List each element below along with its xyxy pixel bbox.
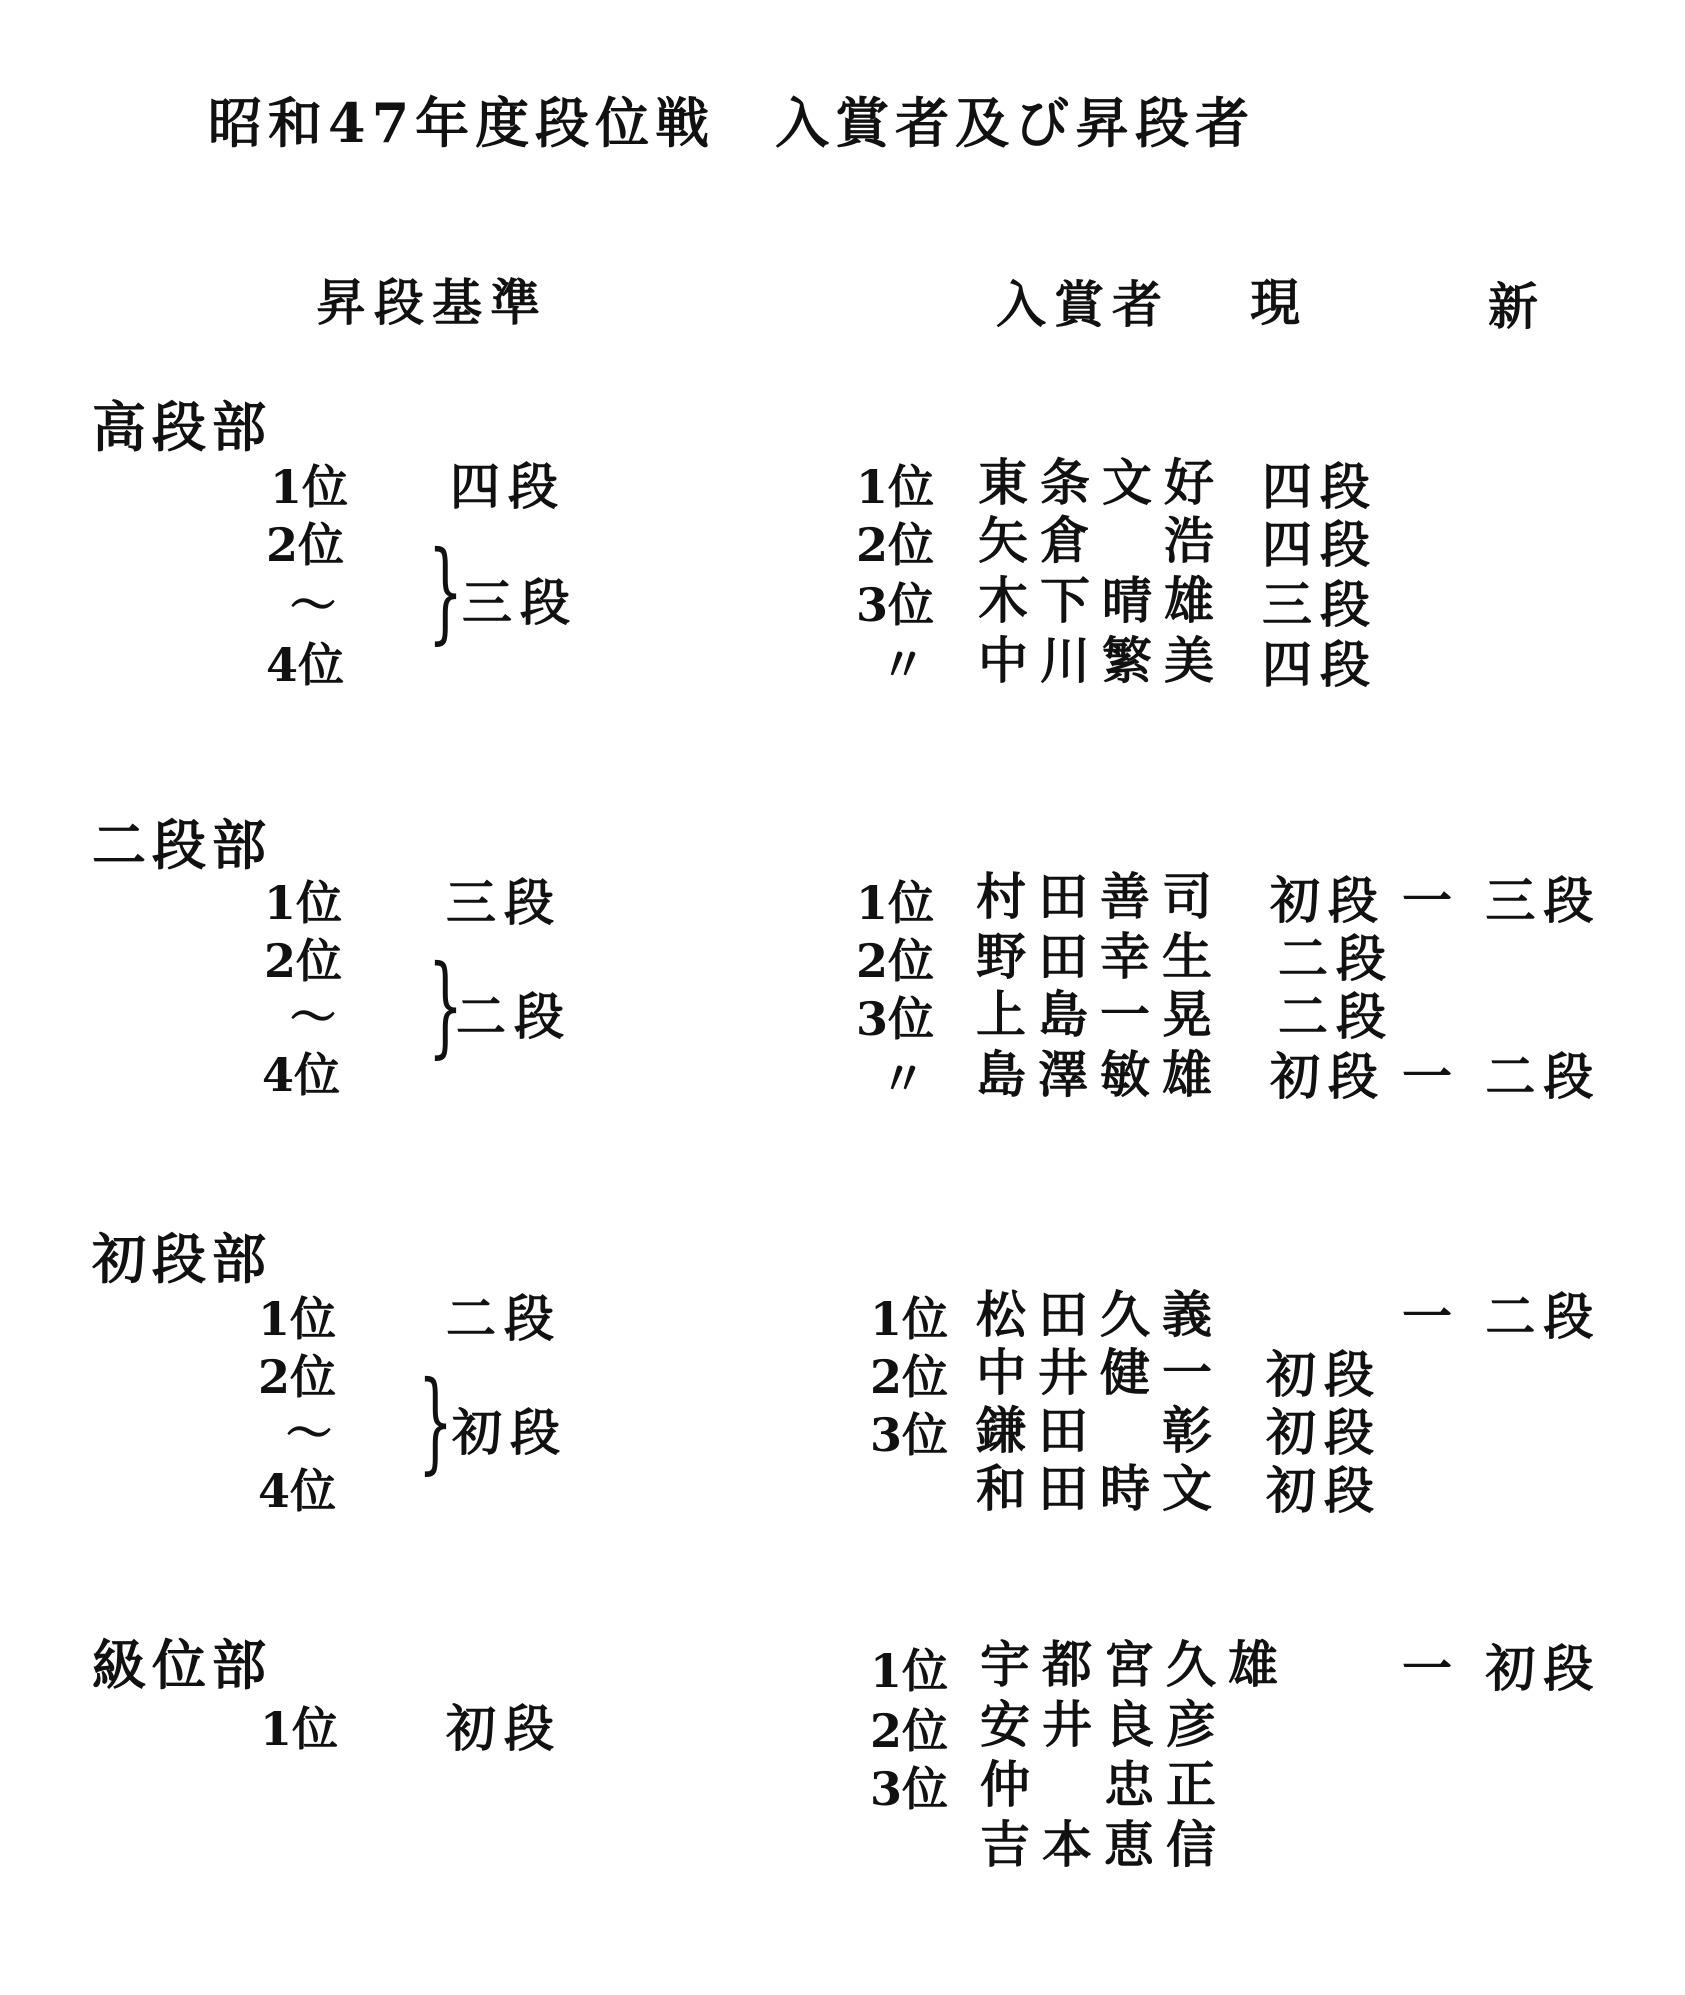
winner-name: 中川繁美 <box>978 631 1226 690</box>
winner-place: 〃 <box>880 638 926 692</box>
winner-new-dan: 一 二段 <box>1402 1047 1602 1106</box>
winner-name: 仲 忠正 <box>980 1755 1228 1814</box>
criteria-header: 昇段基準 <box>316 273 548 332</box>
winner-current-dan: 初段 <box>1266 1403 1382 1462</box>
winner-name: 矢倉 浩 <box>978 511 1226 570</box>
winner-new-dan: 一 二段 <box>1402 1287 1602 1346</box>
winner-place: 3位 <box>870 1762 949 1816</box>
winner-current-dan: 二段 <box>1278 929 1394 988</box>
criteria-place: 1位 <box>270 460 349 514</box>
winner-place: 2位 <box>870 1350 949 1404</box>
winner-current-dan: 初段 <box>1266 1345 1382 1404</box>
criteria-group-dan: 三段 <box>462 573 578 632</box>
criteria-place: 4位 <box>258 1464 337 1518</box>
winner-name: 木下晴雄 <box>978 571 1226 630</box>
criteria-dan: 二段 <box>446 1289 562 1348</box>
criteria-place: 1位 <box>260 1702 339 1756</box>
winner-name: 松田久義 <box>976 1285 1224 1344</box>
section-title: 初段部 <box>92 1227 272 1291</box>
criteria-place: 4位 <box>262 1048 341 1102</box>
winner-place: 3位 <box>856 992 935 1046</box>
winner-name: 和田時文 <box>976 1459 1224 1518</box>
criteria-dan: 初段 <box>446 1699 562 1758</box>
criteria-place: 2位 <box>266 518 345 572</box>
criteria-place: 2位 <box>264 934 343 988</box>
section-title: 高段部 <box>92 395 272 459</box>
criteria-place: 2位 <box>258 1350 337 1404</box>
winner-name: 野田幸生 <box>976 927 1224 986</box>
winner-name: 鎌田 彰 <box>976 1401 1224 1460</box>
tilde-mark: 〜 <box>290 578 336 632</box>
winner-current-dan: 初段 <box>1270 871 1386 930</box>
criteria-group-dan: 二段 <box>456 987 572 1046</box>
winner-current-dan: 三段 <box>1262 575 1378 634</box>
winner-name: 島澤敏雄 <box>976 1045 1224 1104</box>
winner-place: 2位 <box>856 518 935 572</box>
criteria-group-dan: 初段 <box>452 1403 568 1462</box>
winner-place: 1位 <box>870 1292 949 1346</box>
criteria-place: 4位 <box>266 638 345 692</box>
winner-name: 中井健一 <box>976 1343 1224 1402</box>
winner-current-dan: 四段 <box>1262 515 1378 574</box>
winner-name: 東条文好 <box>978 453 1226 512</box>
winner-current-dan: 初段 <box>1270 1047 1386 1106</box>
winner-name: 安井良彦 <box>980 1695 1228 1754</box>
brace-mark: } <box>418 1357 453 1485</box>
page-title: 昭和47年度段位戦 入賞者及び昇段者 <box>208 91 1256 155</box>
winner-place: 2位 <box>870 1704 949 1758</box>
winner-place: 1位 <box>856 460 935 514</box>
criteria-dan: 四段 <box>450 457 566 516</box>
winner-place: 3位 <box>856 578 935 632</box>
current-dan-header: 現 <box>1250 273 1308 332</box>
winner-new-dan: 一 初段 <box>1402 1639 1602 1698</box>
criteria-place: 1位 <box>264 876 343 930</box>
new-dan-header: 新 <box>1488 277 1546 336</box>
section-title: 二段部 <box>92 813 272 877</box>
winner-place: 1位 <box>870 1644 949 1698</box>
winner-current-dan: 初段 <box>1266 1461 1382 1520</box>
winner-name: 宇都宮久雄 <box>980 1635 1290 1694</box>
winner-current-dan: 二段 <box>1278 987 1394 1046</box>
section-title: 級位部 <box>92 1633 272 1697</box>
brace-mark: } <box>428 527 463 655</box>
winner-current-dan: 四段 <box>1262 457 1378 516</box>
criteria-place: 1位 <box>258 1292 337 1346</box>
winner-name: 上島一晃 <box>976 985 1224 1044</box>
criteria-dan: 三段 <box>446 873 562 932</box>
tilde-mark: 〜 <box>290 990 336 1044</box>
tilde-mark: 〜 <box>286 1406 332 1460</box>
winner-current-dan: 四段 <box>1262 635 1378 694</box>
winner-place: 3位 <box>870 1408 949 1462</box>
winners-header: 入賞者 <box>996 275 1170 334</box>
winner-place: 1位 <box>856 876 935 930</box>
winner-name: 吉本恵信 <box>980 1815 1228 1874</box>
winner-place: 〃 <box>880 1052 926 1106</box>
winner-new-dan: 一 三段 <box>1402 871 1602 930</box>
winner-name: 村田善司 <box>976 867 1224 926</box>
winner-place: 2位 <box>856 934 935 988</box>
brace-mark: } <box>428 941 463 1069</box>
